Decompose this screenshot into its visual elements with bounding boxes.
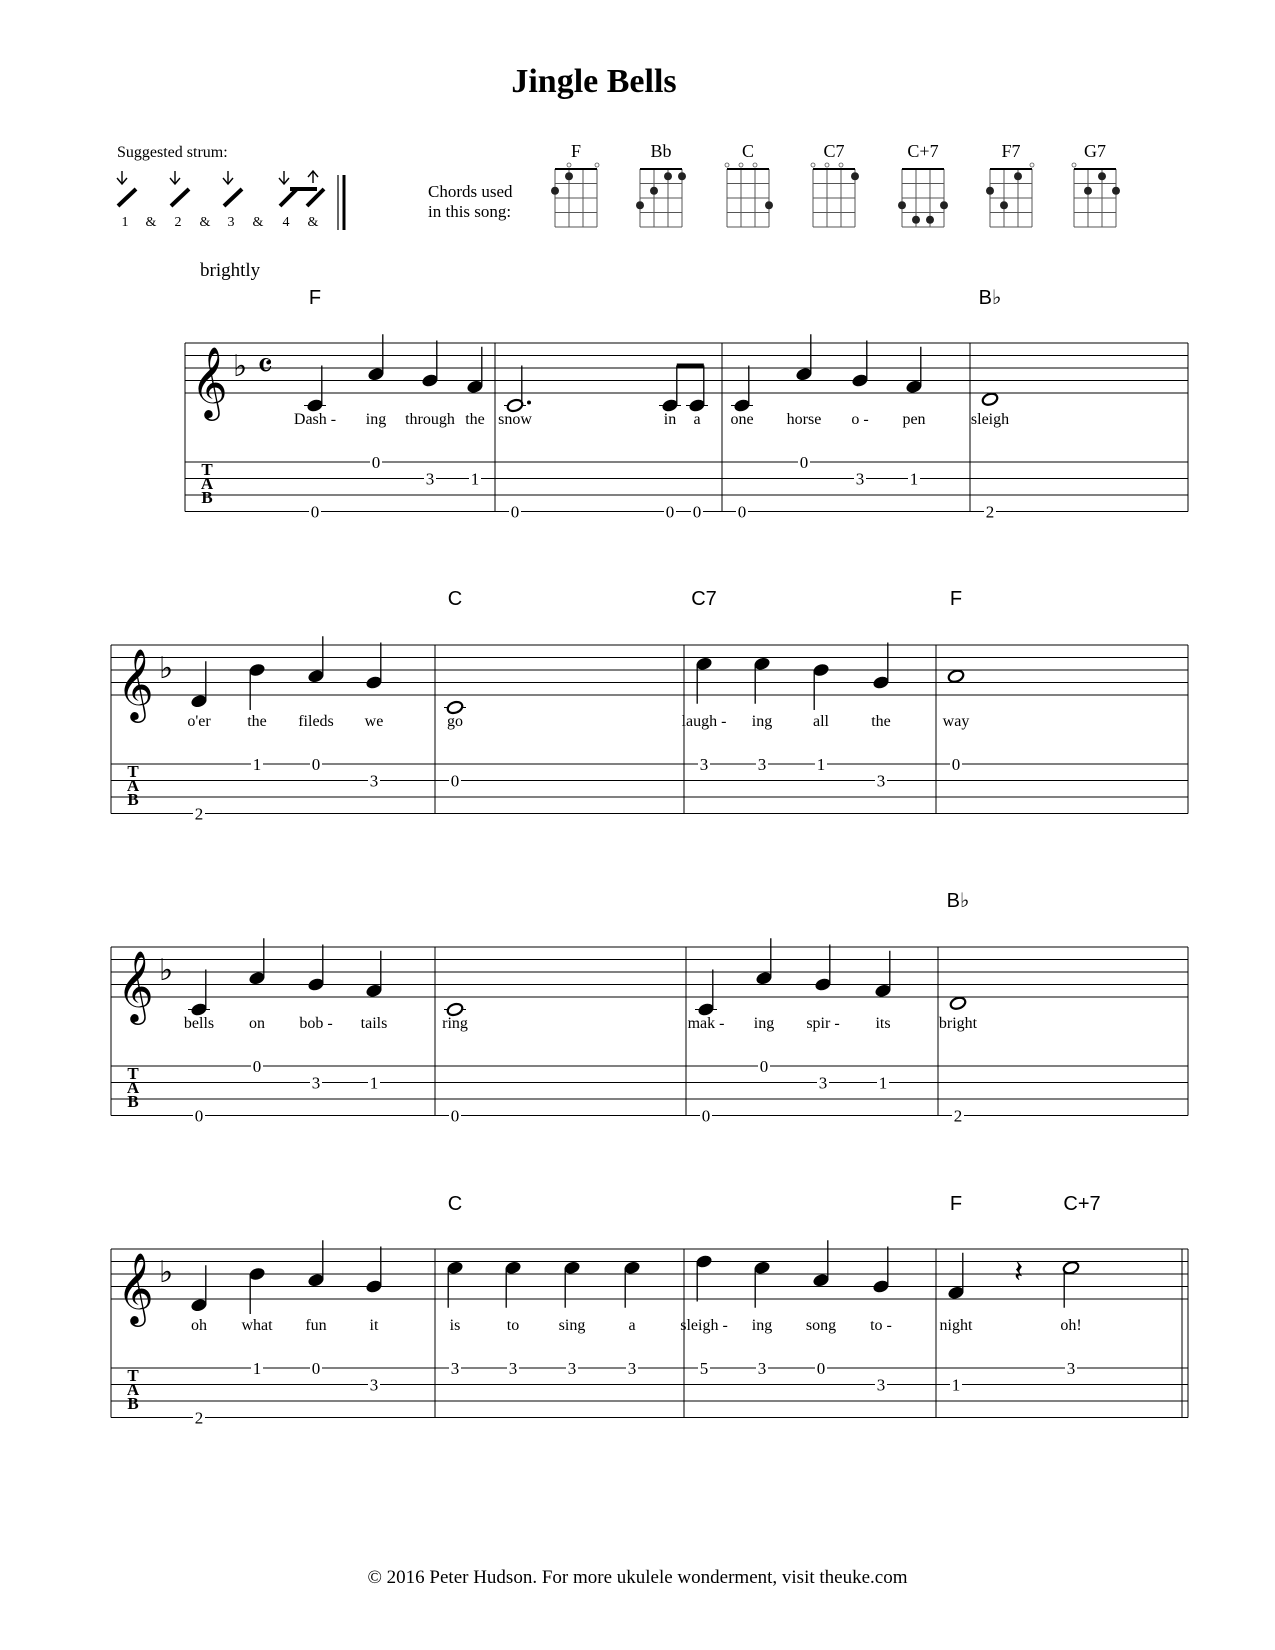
open-string-icon [753, 163, 757, 167]
strum-count: & [252, 215, 264, 230]
chords-used-label: in this song: [428, 202, 512, 221]
chord-diagram-f [551, 141, 599, 227]
lyric-syllable: oh [191, 1317, 207, 1334]
tab-label-letter: A [126, 776, 140, 795]
finger-dot-icon [940, 201, 948, 209]
strum-count: 3 [227, 215, 235, 230]
chord-symbol: F [308, 287, 322, 309]
tab-fret-number: 0 [692, 502, 702, 522]
lyric-syllable: snow [498, 411, 532, 428]
tab-fret-number: 3 [425, 469, 435, 489]
lyric-syllable: is [449, 1317, 461, 1334]
tab-label-letter: T [127, 762, 139, 781]
finger-dot-icon [912, 216, 920, 224]
tab-fret-number: 3 [876, 771, 886, 791]
tab-fret-number: 0 [450, 771, 460, 791]
tab-fret-number: 3 [369, 1375, 379, 1395]
strum-slash [224, 189, 242, 206]
chord-diagram-name: F7 [1001, 141, 1021, 161]
tab-fret-number: 1 [470, 469, 480, 489]
chord-diagram-caug7 [898, 141, 948, 227]
finger-dot-icon [664, 172, 672, 180]
tab-label-letter: T [201, 460, 213, 479]
augmentation-dot-icon [527, 401, 531, 405]
tab-fret-number: 2 [953, 1106, 963, 1126]
finger-dot-icon [926, 216, 934, 224]
lyric-syllable: on [249, 1015, 265, 1032]
tab-fret-number: 3 [1066, 1359, 1076, 1378]
tab-fret-number: 1 [816, 755, 826, 774]
open-string-icon [567, 163, 571, 167]
strum-label: Suggested strum: [117, 144, 228, 161]
lyric-syllable: o - [851, 411, 869, 428]
chord-symbol: F [949, 1193, 963, 1215]
tab-label-letter: A [126, 1078, 140, 1097]
tab-fret-number: 3 [627, 1359, 637, 1378]
strum-arrow-down-icon [170, 171, 180, 184]
tab-fret-number: 0 [450, 1106, 460, 1126]
lyric-syllable: its [875, 1015, 891, 1032]
finger-dot-icon [551, 187, 559, 195]
strum-slash [171, 189, 189, 206]
lyric-syllable: sleigh [970, 411, 1010, 428]
lyric-syllable: ing [751, 713, 773, 730]
lyric-syllable: night [939, 1317, 973, 1334]
open-string-icon [595, 163, 599, 167]
lyric-syllable: Dash - [293, 411, 337, 428]
tab-fret-number: 0 [252, 1057, 262, 1076]
finger-dot-icon [851, 172, 859, 180]
strum-and-chords-header [117, 141, 1120, 230]
tab-fret-number: 3 [508, 1359, 518, 1378]
tempo-marking: brightly [200, 260, 261, 281]
chord-diagram-f7 [986, 141, 1034, 227]
tab-label-letter: T [127, 1064, 139, 1083]
lyric-syllable: fileds [298, 713, 334, 730]
tab-fret-number: 0 [737, 502, 747, 522]
lyric-syllable: through [405, 411, 455, 428]
chord-symbol: B♭ [946, 890, 970, 912]
open-string-icon [811, 163, 815, 167]
tab-label-letter: B [127, 790, 139, 809]
chord-diagram-name: C+7 [907, 141, 939, 161]
music-system [185, 287, 1188, 522]
tab-fret-number: 3 [699, 755, 709, 774]
lyric-syllable: the [247, 713, 267, 730]
lyric-syllable: bells [183, 1015, 215, 1032]
open-string-icon [1030, 163, 1034, 167]
chord-diagram-c7 [811, 141, 859, 227]
key-signature-flat-icon: ♭ [233, 350, 248, 383]
open-string-icon [825, 163, 829, 167]
lyric-syllable: what [241, 1317, 273, 1334]
lyric-syllable: ing [365, 411, 387, 428]
finger-dot-icon [1112, 187, 1120, 195]
lyric-syllable: the [465, 411, 485, 428]
tab-fret-number: 3 [818, 1073, 828, 1093]
strum-count: & [307, 215, 319, 230]
tab-fret-number: 0 [759, 1057, 769, 1076]
tab-label-letter: B [127, 1092, 139, 1111]
lyric-syllable: tails [360, 1015, 388, 1032]
tab-fret-number: 0 [510, 502, 520, 522]
chord-symbol: C [447, 1193, 463, 1215]
tab-fret-number: 0 [311, 1359, 321, 1378]
finger-dot-icon [565, 172, 573, 180]
finger-dot-icon [1014, 172, 1022, 180]
lyric-syllable: it [369, 1317, 379, 1334]
strum-arrow-up-icon [308, 171, 318, 183]
strum-slash [118, 189, 136, 206]
treble-clef-icon: 𝄞 [191, 348, 228, 417]
tab-label-letter: B [127, 1394, 139, 1413]
music-systems [111, 287, 1188, 1428]
finger-dot-icon [1098, 172, 1106, 180]
tab-fret-number: 1 [878, 1073, 888, 1093]
chord-diagram-name: Bb [650, 141, 672, 161]
tab-fret-number: 5 [699, 1359, 709, 1378]
lyric-syllable: pen [902, 411, 926, 428]
key-signature-flat-icon: ♭ [159, 954, 174, 987]
lyric-syllable: o'er [187, 713, 211, 730]
note-head [947, 669, 965, 684]
strum-count: 2 [174, 215, 182, 230]
strum-slash [280, 189, 297, 206]
tab-label-letter: A [200, 474, 214, 493]
strum-arrow-down-icon [223, 171, 233, 184]
treble-clef-icon: 𝄞 [117, 1254, 154, 1323]
lyric-syllable: go [447, 713, 463, 730]
tab-label-letter: T [127, 1366, 139, 1385]
strum-arrow-down-icon [279, 171, 289, 184]
tab-fret-number: 0 [951, 755, 961, 774]
tab-fret-number: 0 [665, 502, 675, 522]
tab-fret-number: 3 [369, 771, 379, 791]
lyric-syllable: mak - [687, 1015, 725, 1032]
key-signature-flat-icon: ♭ [159, 652, 174, 685]
tab-fret-number: 0 [311, 755, 321, 774]
tab-fret-number: 1 [909, 469, 919, 489]
finger-dot-icon [678, 172, 686, 180]
tab-fret-number: 3 [876, 1375, 886, 1395]
chord-diagram-name: G7 [1084, 141, 1106, 161]
lyric-syllable: a [693, 411, 701, 428]
tab-fret-number: 3 [855, 469, 865, 489]
chord-diagram-g7 [1072, 141, 1120, 227]
lyric-syllable: bright [938, 1015, 978, 1032]
tab-fret-number: 3 [311, 1073, 321, 1093]
note-head [981, 392, 999, 407]
lyric-syllable: bob - [299, 1015, 333, 1032]
chord-symbol: C+7 [1063, 1193, 1101, 1215]
lyric-syllable: oh! [1060, 1317, 1082, 1334]
music-system [111, 1193, 1188, 1428]
lyric-syllable: ing [751, 1317, 773, 1334]
music-system [111, 588, 1188, 824]
tab-fret-number: 1 [252, 1359, 262, 1378]
chord-diagram-bb [636, 141, 686, 227]
chord-diagram-name: C [741, 141, 755, 161]
lyric-syllable: horse [786, 411, 822, 428]
treble-clef-icon: 𝄞 [117, 952, 154, 1021]
lyric-syllable: spir - [806, 1015, 840, 1032]
tab-fret-number: 0 [310, 502, 320, 522]
lyric-syllable: in [663, 411, 677, 428]
finger-dot-icon [765, 201, 773, 209]
lyric-syllable: a [628, 1317, 636, 1334]
strum-arrow-down-icon [117, 171, 127, 184]
lyric-syllable: ring [442, 1015, 468, 1032]
chord-diagram-c [725, 141, 773, 227]
strum-slash [307, 189, 324, 206]
lyric-syllable: sing [558, 1317, 586, 1334]
open-string-icon [739, 163, 743, 167]
tab-fret-number: 0 [816, 1359, 826, 1378]
tab-fret-number: 1 [951, 1375, 961, 1395]
chord-symbol: F [949, 588, 963, 610]
lyric-syllable: ing [753, 1015, 775, 1032]
tab-fret-number: 3 [450, 1359, 460, 1378]
tab-fret-number: 2 [194, 1408, 204, 1428]
strum-count: 4 [282, 215, 290, 230]
music-system [111, 890, 1188, 1126]
finger-dot-icon [636, 201, 644, 209]
tab-fret-number: 3 [757, 1359, 767, 1378]
tab-fret-number: 0 [701, 1106, 711, 1126]
lyric-syllable: we [364, 713, 384, 730]
copyright-footer: © 2016 Peter Hudson. For more ukulele wonderment, visit theuke.com [367, 1567, 908, 1588]
tab-fret-number: 2 [194, 804, 204, 824]
open-string-icon [725, 163, 729, 167]
tab-fret-number: 3 [757, 755, 767, 774]
lyric-syllable: song [805, 1317, 837, 1334]
open-string-icon [1072, 163, 1076, 167]
tab-fret-number: 1 [252, 755, 262, 774]
treble-clef-icon: 𝄞 [117, 650, 154, 719]
finger-dot-icon [898, 201, 906, 209]
strum-count: & [145, 215, 157, 230]
tab-label-letter: B [201, 488, 213, 507]
common-time-icon: 𝄴 [257, 346, 274, 386]
song-title: Jingle Bells [511, 63, 677, 100]
strum-count: & [199, 215, 211, 230]
lyric-syllable: way [942, 713, 970, 730]
finger-dot-icon [650, 187, 658, 195]
tab-fret-number: 0 [194, 1106, 204, 1126]
note-head [949, 996, 967, 1011]
tab-label-letter: A [126, 1380, 140, 1399]
lyric-syllable: laugh - [681, 713, 727, 730]
strum-count: 1 [121, 215, 129, 230]
chord-symbol: B♭ [978, 287, 1002, 309]
tab-fret-number: 2 [985, 502, 995, 522]
open-string-icon [839, 163, 843, 167]
tab-fret-number: 3 [567, 1359, 577, 1378]
chord-symbol: C7 [691, 588, 717, 610]
lyric-syllable: to - [870, 1317, 892, 1334]
chords-used-label: Chords used [428, 182, 513, 201]
chord-symbol: C [447, 588, 463, 610]
chord-diagram-name: C7 [823, 141, 845, 161]
key-signature-flat-icon: ♭ [159, 1256, 174, 1289]
finger-dot-icon [1084, 187, 1092, 195]
finger-dot-icon [1000, 201, 1008, 209]
lyric-syllable: to [506, 1317, 520, 1334]
tab-fret-number: 1 [369, 1073, 379, 1093]
quarter-rest-icon: 𝄽 [1014, 1256, 1024, 1289]
tab-fret-number: 0 [371, 453, 381, 472]
lyric-syllable: sleigh - [680, 1317, 728, 1334]
lyric-syllable: the [871, 713, 891, 730]
finger-dot-icon [986, 187, 994, 195]
lyric-syllable: all [813, 713, 829, 730]
tab-fret-number: 0 [799, 453, 809, 472]
lyric-syllable: fun [305, 1317, 327, 1334]
lyric-syllable: one [730, 411, 754, 428]
chord-diagram-name: F [570, 141, 582, 161]
